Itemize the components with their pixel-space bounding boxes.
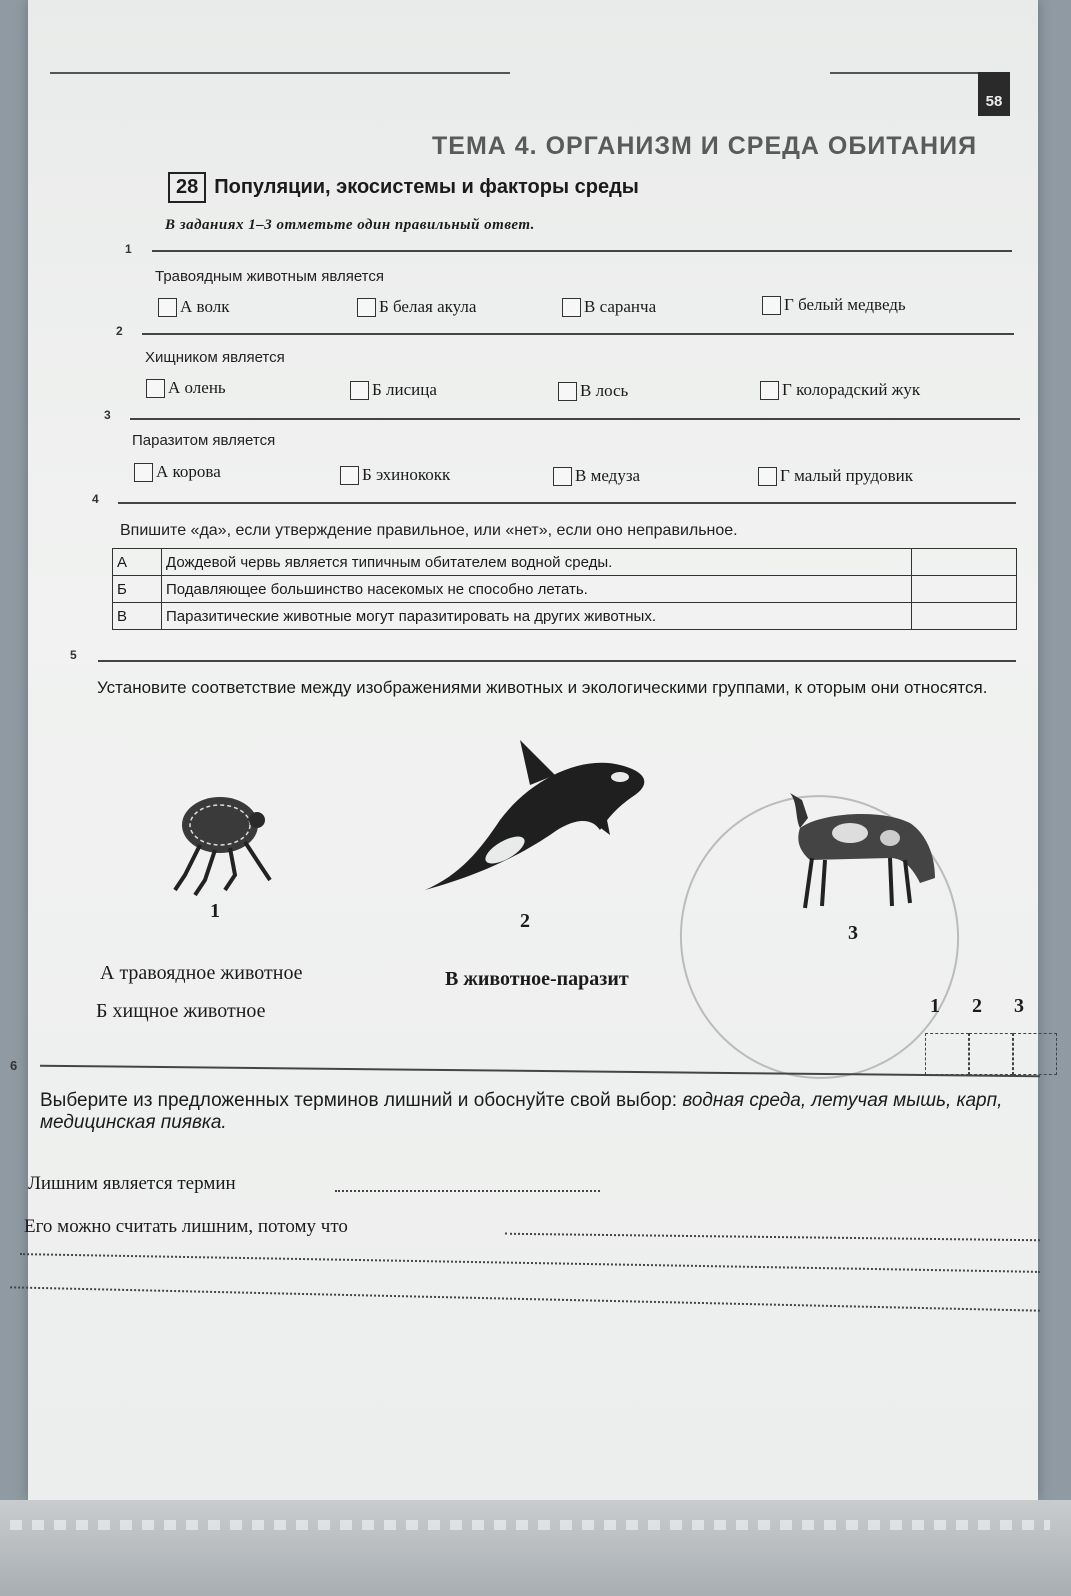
answer-prompt: Лишним является термин — [28, 1173, 236, 1194]
option-label: Б белая акула — [379, 297, 477, 316]
question-rule — [152, 250, 1012, 252]
checkbox[interactable] — [134, 463, 153, 482]
question-text: Хищником является — [145, 349, 285, 366]
row-statement: Дождевой червь является типичным обитателем водной среды. — [162, 549, 912, 576]
question-text: Установите соответствие между изображениями животных и экологическими группами, к оторым они относятся. — [97, 678, 988, 697]
answer-line[interactable] — [335, 1190, 600, 1192]
option-q3-v[interactable] — [553, 466, 640, 486]
table-row — [113, 549, 1017, 576]
row-letter: Б — [113, 576, 162, 603]
flea-image — [165, 780, 285, 900]
checkbox[interactable] — [357, 298, 376, 317]
row-statement: Подавляющее большинство насекомых не способно летать. — [162, 576, 912, 603]
theme-title: ТЕМА 4. ОРГАНИЗМ И СРЕДА ОБИТАНИЯ — [432, 132, 978, 160]
answer-header: 2 — [972, 995, 982, 1017]
question-number: 4 — [92, 492, 99, 506]
page-number: 58 — [978, 72, 1010, 116]
option-q1-g[interactable] — [762, 295, 906, 315]
answer-cell[interactable] — [912, 549, 1017, 576]
answer-grid[interactable] — [925, 1033, 1057, 1075]
option-label: Г колорадский жук — [782, 380, 921, 399]
table-row — [113, 603, 1017, 630]
checkbox[interactable] — [760, 381, 779, 400]
option-label: Г малый прудовик — [780, 466, 914, 485]
question-text: Травоядным животным является — [155, 268, 384, 285]
answer-box[interactable] — [969, 1033, 1013, 1075]
option-label: В саранча — [584, 297, 657, 316]
group-option: Б хищное животное — [96, 1000, 266, 1022]
option-label: А корова — [156, 462, 221, 481]
question-prefix: Выберите из предложенных терминов лишний и обоснуйте свой выбор: — [40, 1090, 678, 1111]
row-letter: А — [113, 549, 162, 576]
question-number: 6 — [10, 1058, 18, 1073]
answer-cell[interactable] — [912, 603, 1017, 630]
answer-box[interactable] — [1013, 1033, 1057, 1075]
question-rule — [118, 502, 1016, 504]
option-q1-b[interactable] — [357, 297, 476, 317]
group-option: В животное-паразит — [445, 968, 629, 990]
image-caption: 3 — [848, 922, 858, 944]
option-q3-a[interactable] — [134, 462, 221, 482]
question-text — [40, 1090, 1040, 1134]
row-letter: В — [113, 603, 162, 630]
header-rule-right — [830, 72, 980, 74]
header-rule — [50, 72, 510, 74]
question-number: 1 — [125, 242, 132, 256]
option-q2-a[interactable] — [146, 378, 226, 398]
option-label: А волк — [180, 297, 230, 316]
checkbox[interactable] — [158, 298, 177, 317]
instruction: В заданиях 1–3 отметьте один правильный ответ. — [165, 217, 535, 233]
option-q1-a[interactable] — [158, 297, 229, 317]
true-false-table — [112, 548, 1017, 630]
option-label: Б эхинококк — [362, 465, 451, 484]
checkbox[interactable] — [350, 381, 369, 400]
answer-box[interactable] — [925, 1033, 969, 1075]
option-q2-b[interactable] — [350, 380, 437, 400]
option-q2-g[interactable] — [760, 380, 920, 400]
lesson-number: 28 — [168, 172, 206, 203]
goat-image — [780, 788, 945, 913]
image-caption: 1 — [210, 900, 220, 922]
answer-header: 3 — [1014, 995, 1024, 1017]
question-number: 2 — [116, 324, 123, 338]
option-label: Г белый медведь — [784, 295, 906, 314]
group-option: А травоядное животное — [100, 962, 303, 984]
question-number: 5 — [70, 648, 77, 662]
question-rule — [142, 333, 1014, 335]
question-rule — [130, 418, 1020, 420]
checkbox[interactable] — [558, 382, 577, 401]
option-q1-v[interactable] — [562, 297, 656, 317]
question-number: 3 — [104, 408, 111, 422]
option-label: Б лисица — [372, 380, 437, 399]
checkbox[interactable] — [762, 296, 781, 315]
answer-header: 1 — [930, 995, 940, 1017]
checkbox[interactable] — [562, 298, 581, 317]
sleeve-perforation — [10, 1520, 1050, 1530]
question-text: Впишите «да», если утверждение правильное, или «нет», если оно неправильное. — [120, 522, 738, 539]
checkbox[interactable] — [146, 379, 165, 398]
lesson-header — [168, 172, 639, 203]
option-label: В лось — [580, 381, 629, 400]
option-label: А олень — [168, 378, 226, 397]
checkbox[interactable] — [553, 467, 572, 486]
image-caption: 2 — [520, 910, 530, 932]
answer-prompt: Его можно считать лишним, потому что — [24, 1216, 348, 1237]
checkbox[interactable] — [340, 466, 359, 485]
answer-cell[interactable] — [912, 576, 1017, 603]
table-row — [113, 576, 1017, 603]
option-q3-g[interactable] — [758, 466, 913, 486]
row-statement: Паразитические животные могут паразитировать на других животных. — [162, 603, 912, 630]
question-terms: водная среда, летучая мышь, карп, медицинская пиявка. — [40, 1090, 1003, 1133]
option-q2-v[interactable] — [558, 381, 628, 401]
checkbox[interactable] — [758, 467, 777, 486]
lesson-title: Популяции, экосистемы и факторы среды — [214, 176, 639, 198]
option-q3-b[interactable] — [340, 465, 450, 485]
orca-image — [420, 735, 655, 900]
option-label: В медуза — [575, 466, 641, 485]
question-text: Паразитом является — [132, 432, 276, 449]
plastic-sleeve-edge — [0, 1500, 1071, 1596]
question-rule — [98, 660, 1016, 662]
